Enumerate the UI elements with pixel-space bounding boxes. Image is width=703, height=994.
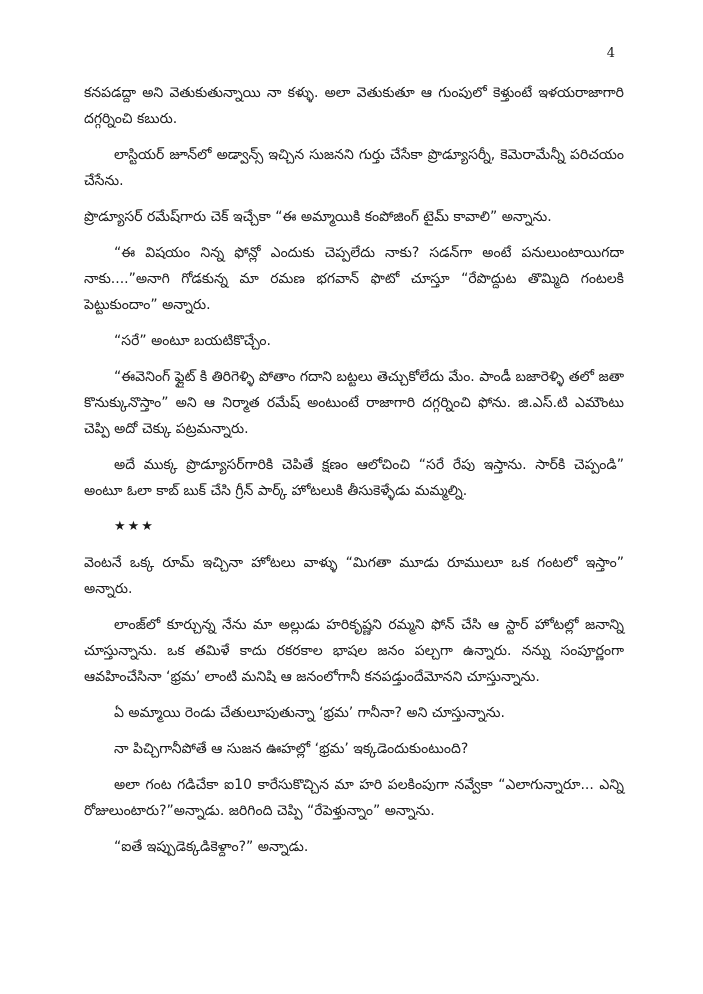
- paragraph-6: “ఈవెనింగ్ ఫ్లైట్ కి తిరిగెళ్ళి పోతాం గదాని బట్టలు తెచ్చుకోలేదు మేం. పాండీ బజారెళ్ళి తలో జతా కొనుక్కునొస్తాం” అని ఆ నిర్మాత రమేష్ అంటుంటే రాజాగారి దగ్గర్నించి ఫోను. జి.ఎస్.టి ఎమౌంటు చెప్పి అదో చెక్కు పట్రమన్నారు.: [84, 369, 624, 437]
- paragraph-10: ఏ అమ్మాయి రెండు చేతులూపుతున్నా ‘భ్రమ’ గానీనా? అని చూస్తున్నాను.: [114, 705, 505, 721]
- paragraph-7: అదే ముక్క ప్రొడ్యూసర్‌గారికి చెపితే క్షణం ఆలోచించి “సరే రేపు ఇస్తాను. సార్‌కి చెప్పండి” అంటూ ఓలా కాబ్ బుక్ చేసి గ్రీన్ పార్క్ హోటలుకి తీసుకెళ్ళేడు మమ్మల్ని.: [84, 457, 624, 499]
- paragraph-9: లాంజ్‌లో కూర్చున్న నేను మా అల్లుడు హరికృష్ణని రమ్మని ఫోన్ చేసి ఆ స్టార్ హోటల్లో జనాన్ని చూస్తున్నాను. ఒక తమిళే కాదు రకరకాల భాషల జనం పల్చగా ఉన్నారు. నన్ను సంపూర్ణంగా ఆవహించేసినా ‘భ్రమ’ లాంటి మనిషి ఆ జనంలోగానీ కనపడ్తుందేమోనని చూస్తున్నాను.: [84, 617, 624, 685]
- paragraph-11: నా పిచ్చిగానీపోతే ఆ సుజన ఊహల్లో ‘భ్రమ’ ఇక్కడెందుకుంటుంది?: [114, 741, 469, 757]
- paragraph-13: “ఐతే ఇప్పుడెక్కడికెళ్దాం?” అన్నాడు.: [114, 839, 309, 855]
- paragraph-12: అలా గంట గడిచేకా ఐ10 కారేసుకొచ్చిన మా హరి పలకింపుగా నవ్వేకా “ఎలాగున్నారూ... ఎన్ని రోజులుంటారు?”అన్నాడు. జరిగింది చెప్పి “రేపెళ్తున్నాం” అన్నాను.: [84, 777, 624, 819]
- section-divider: ★★★: [114, 519, 155, 534]
- paragraph-4: “ఈ విషయం నిన్న ఫోన్లో ఎందుకు చెప్పలేదు నాకు? సడన్‌గా అంటే పనులుంటాయిగదా నాకు....”అనాగి గోడకున్న మా రమణ భగవాన్ ఫొటో చూస్తూ “రేపొద్దుట తొమ్మిది గంటలకి పెట్టుకుందాం” అన్నారు.: [84, 245, 624, 313]
- paragraph-1: కనపడద్దా అని వెతుకుతున్నాయి నా కళ్ళు. అలా వెతుకుతూ ఆ గుంపులో కెళ్తుంటే ఇళయరాజాగారి దగ్గర్నించి కబురు.: [84, 85, 624, 127]
- paragraph-5: “సరే” అంటూ బయటికొచ్చేం.: [114, 333, 271, 349]
- page-body: [84, 80, 624, 870]
- paragraph-2: లాస్టియర్ జూన్‌లో అడ్వాన్స్ ఇచ్చిన సుజనని గుర్తు చేసేకా ప్రొడ్యూసర్నీ, కెమెరామేన్నీ పరిచయం చేసేను.: [84, 147, 624, 189]
- paragraph-3: ప్రొడ్యూసర్ రమేష్‌గారు చెక్ ఇచ్చేకా “ఈ అమ్మాయికి కంపోజింగ్ టైమ్ కావాలి” అన్నాను.: [84, 209, 552, 225]
- paragraph-8: వెంటనే ఒక్క రూమ్ ఇచ్చినా హోటలు వాళ్ళు “మిగతా మూడు రూములూ ఒక గంటలో ఇస్తాం” అన్నారు.: [84, 555, 624, 597]
- page-number: 4: [606, 46, 615, 61]
